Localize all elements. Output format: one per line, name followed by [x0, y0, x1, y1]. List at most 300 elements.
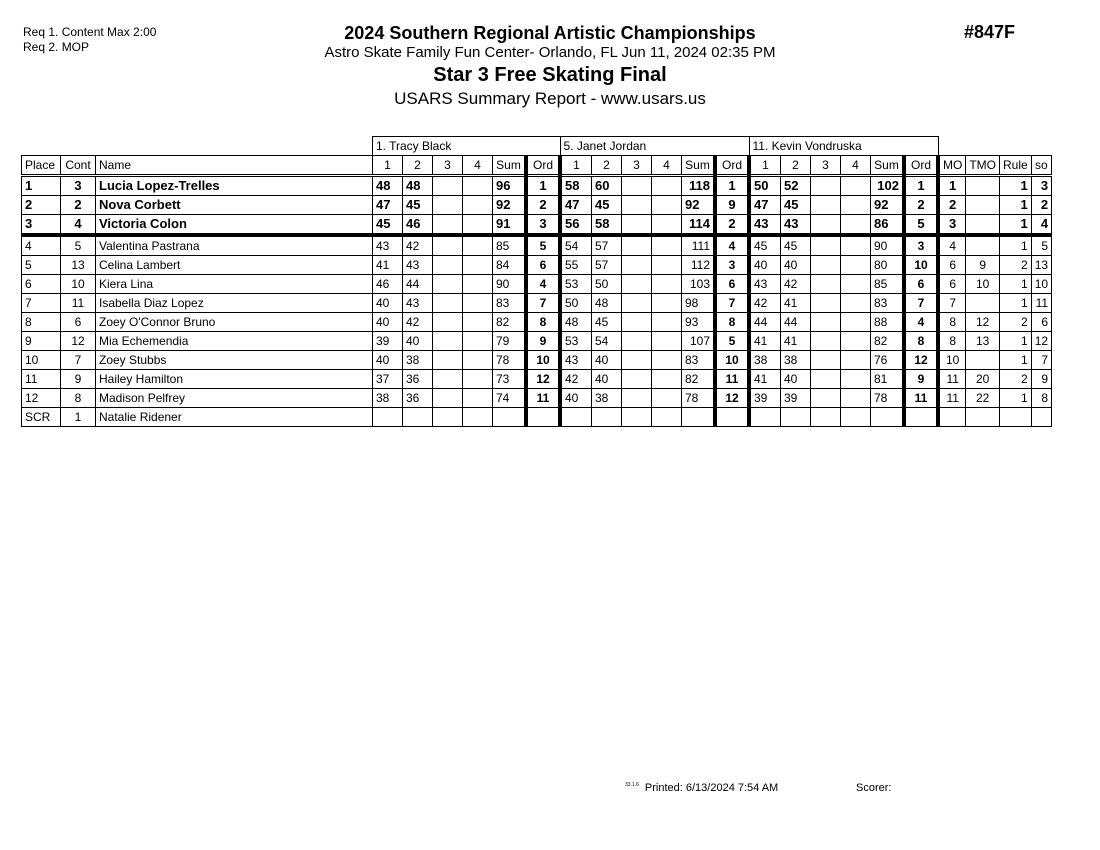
judges-row [22, 137, 1052, 156]
table-row [22, 408, 1052, 427]
judge2-score-3 [622, 275, 652, 294]
skater-name: Zoey O'Connor Bruno [96, 313, 373, 332]
judge3-score-1: 39 [749, 389, 781, 408]
majority-ordinal: 7 [938, 294, 966, 313]
judge3-score-1: 43 [749, 275, 781, 294]
judge3-score-2: 52 [781, 176, 811, 196]
contestant-number: 10 [61, 275, 96, 294]
skate-order: 13 [1031, 256, 1051, 275]
place-cell: 2 [22, 196, 61, 215]
judge1-score-2: 36 [403, 370, 433, 389]
total-majority-ordinal: 9 [966, 256, 1000, 275]
table-row [22, 235, 1052, 256]
judge1-score-2: 46 [403, 215, 433, 236]
judge2-score-4 [652, 408, 682, 427]
judge2-sum: 82 [682, 370, 716, 389]
judge3-sum: 86 [871, 215, 905, 236]
judge2-score-2: 40 [592, 351, 622, 370]
judge1-score-1: 40 [373, 313, 403, 332]
skater-name: Natalie Ridener [96, 408, 373, 427]
table-row [22, 389, 1052, 408]
judge3-sum: 85 [871, 275, 905, 294]
judge3-ordinal [904, 408, 938, 427]
judge2-score-2: 45 [592, 196, 622, 215]
table-row [22, 332, 1052, 351]
column-header-j3-sum: Sum [871, 156, 905, 176]
judge2-sum: 112 [682, 256, 716, 275]
majority-ordinal: 6 [938, 275, 966, 294]
judge1-score-1: 46 [373, 275, 403, 294]
rule: 1 [1000, 389, 1032, 408]
contestant-number: 6 [61, 313, 96, 332]
judge2-ordinal: 12 [715, 389, 749, 408]
skate-order: 4 [1031, 215, 1051, 236]
judge1-score-4 [463, 351, 493, 370]
judge1-score-2: 42 [403, 313, 433, 332]
judge2-score-2: 57 [592, 256, 622, 275]
skater-name: Nova Corbett [96, 196, 373, 215]
total-majority-ordinal: 10 [966, 275, 1000, 294]
judge1-ordinal: 7 [526, 294, 560, 313]
judge1-score-4 [463, 332, 493, 351]
rule: 1 [1000, 332, 1032, 351]
place-cell: 7 [22, 294, 61, 313]
judge2-score-3 [622, 408, 652, 427]
skate-order: 11 [1031, 294, 1051, 313]
judge1-score-4 [463, 313, 493, 332]
majority-ordinal: 4 [938, 235, 966, 256]
judge3-score-4 [841, 351, 871, 370]
total-majority-ordinal: 22 [966, 389, 1000, 408]
judge3-score-3 [811, 235, 841, 256]
judge3-score-4 [841, 370, 871, 389]
place-cell: 3 [22, 215, 61, 236]
judge2-score-3 [622, 351, 652, 370]
judge2-ordinal: 11 [715, 370, 749, 389]
judge2-score-3 [622, 256, 652, 275]
judge1-ordinal: 9 [526, 332, 560, 351]
contestant-number: 3 [61, 176, 96, 196]
judge1-score-1 [373, 408, 403, 427]
judge3-score-2: 42 [781, 275, 811, 294]
judge2-sum: 118 [682, 176, 716, 196]
judge1-score-2: 38 [403, 351, 433, 370]
judge3-ordinal: 12 [904, 351, 938, 370]
column-header-j3-ord: Ord [904, 156, 938, 176]
column-header-j2-2: 2 [592, 156, 622, 176]
judge2-sum: 107 [682, 332, 716, 351]
contestant-number: 11 [61, 294, 96, 313]
rule: 1 [1000, 235, 1032, 256]
judge1-sum: 74 [493, 389, 527, 408]
total-majority-ordinal [966, 294, 1000, 313]
judge2-score-1: 50 [560, 294, 592, 313]
contestant-number: 4 [61, 215, 96, 236]
column-header-j1-2: 2 [403, 156, 433, 176]
judge1-score-3 [433, 256, 463, 275]
table-row [22, 256, 1052, 275]
place-cell: 9 [22, 332, 61, 351]
judge1-score-1: 38 [373, 389, 403, 408]
judge2-score-3 [622, 389, 652, 408]
judge3-score-3 [811, 294, 841, 313]
judge2-score-2: 38 [592, 389, 622, 408]
judge2-score-4 [652, 313, 682, 332]
judge1-score-4 [463, 215, 493, 236]
table-row [22, 215, 1052, 236]
report-code: 33.1.6 [625, 782, 639, 789]
judge2-score-3 [622, 235, 652, 256]
judge1-score-1: 41 [373, 256, 403, 275]
judge1-ordinal: 5 [526, 235, 560, 256]
judge1-ordinal: 10 [526, 351, 560, 370]
majority-ordinal: 10 [938, 351, 966, 370]
judge2-score-4 [652, 176, 682, 196]
judge1-sum: 96 [493, 176, 527, 196]
judge3-score-4 [841, 275, 871, 294]
judge-header-1: 1. Tracy Black [373, 137, 561, 156]
judge3-ordinal: 9 [904, 370, 938, 389]
judge3-score-3 [811, 196, 841, 215]
judge3-sum [871, 408, 905, 427]
judge2-sum: 83 [682, 351, 716, 370]
skater-name: Valentina Pastrana [96, 235, 373, 256]
judge1-score-3 [433, 370, 463, 389]
judge1-score-4 [463, 408, 493, 427]
judge3-score-1: 50 [749, 176, 781, 196]
judge2-score-4 [652, 351, 682, 370]
judge3-score-2: 41 [781, 294, 811, 313]
judge2-ordinal: 8 [715, 313, 749, 332]
judge2-sum: 78 [682, 389, 716, 408]
venue-date: Astro Skate Family Fun Center- Orlando, FL Jun 11, 2024 02:35 PM [324, 44, 776, 61]
column-header-place: Place [22, 156, 61, 176]
skater-name: Hailey Hamilton [96, 370, 373, 389]
skate-order [1031, 408, 1051, 427]
judge1-score-2: 36 [403, 389, 433, 408]
judge1-ordinal: 6 [526, 256, 560, 275]
report-header [280, 22, 820, 110]
judge3-score-3 [811, 389, 841, 408]
contestant-number: 9 [61, 370, 96, 389]
judge3-score-1: 44 [749, 313, 781, 332]
judge3-sum: 80 [871, 256, 905, 275]
judge1-score-1: 37 [373, 370, 403, 389]
judge3-score-3 [811, 408, 841, 427]
rule: 1 [1000, 351, 1032, 370]
event-number: #847F [964, 22, 1016, 42]
judge1-score-4 [463, 370, 493, 389]
judge1-ordinal [526, 408, 560, 427]
column-header-j1-1: 1 [373, 156, 403, 176]
requirement-2: Req 2. MOP [23, 40, 90, 54]
judge1-score-2: 48 [403, 176, 433, 196]
judge3-score-4 [841, 313, 871, 332]
judge2-score-2 [592, 408, 622, 427]
judge2-ordinal: 10 [715, 351, 749, 370]
judge2-ordinal: 1 [715, 176, 749, 196]
judge3-score-4 [841, 408, 871, 427]
judge1-score-2: 45 [403, 196, 433, 215]
judge1-score-2: 43 [403, 294, 433, 313]
total-majority-ordinal: 12 [966, 313, 1000, 332]
judge1-score-2: 42 [403, 235, 433, 256]
place-cell: 11 [22, 370, 61, 389]
place-cell: SCR [22, 408, 61, 427]
judge2-ordinal: 6 [715, 275, 749, 294]
judge1-score-3 [433, 313, 463, 332]
judge3-score-1: 41 [749, 370, 781, 389]
column-header-j3-3: 3 [811, 156, 841, 176]
judge3-score-4 [841, 196, 871, 215]
rule [1000, 408, 1032, 427]
judge3-ordinal: 3 [904, 235, 938, 256]
judge2-score-1: 56 [560, 215, 592, 236]
judge2-score-1: 43 [560, 351, 592, 370]
judge1-score-3 [433, 235, 463, 256]
judge1-score-4 [463, 294, 493, 313]
table-row [22, 313, 1052, 332]
judge3-score-3 [811, 370, 841, 389]
judge3-score-1: 41 [749, 332, 781, 351]
judge3-score-4 [841, 215, 871, 236]
judge1-score-2 [403, 408, 433, 427]
judge2-score-3 [622, 332, 652, 351]
total-majority-ordinal [966, 196, 1000, 215]
judge2-score-4 [652, 332, 682, 351]
judge2-score-2: 50 [592, 275, 622, 294]
skate-order: 9 [1031, 370, 1051, 389]
judge3-sum: 83 [871, 294, 905, 313]
judge2-sum: 92 [682, 196, 716, 215]
judge3-score-1: 40 [749, 256, 781, 275]
judge2-score-3 [622, 370, 652, 389]
judge2-score-1: 53 [560, 275, 592, 294]
championship-title: 2024 Southern Regional Artistic Championships [344, 23, 756, 43]
majority-ordinal [938, 408, 966, 427]
skate-order: 10 [1031, 275, 1051, 294]
table-row [22, 196, 1052, 215]
judge1-score-2: 44 [403, 275, 433, 294]
contestant-number: 1 [61, 408, 96, 427]
judge2-score-2: 48 [592, 294, 622, 313]
judge1-score-2: 40 [403, 332, 433, 351]
judge2-score-4 [652, 294, 682, 313]
skater-name: Kiera Lina [96, 275, 373, 294]
judge3-ordinal: 1 [904, 176, 938, 196]
judge3-sum: 76 [871, 351, 905, 370]
judge3-score-4 [841, 256, 871, 275]
judge1-score-1: 47 [373, 196, 403, 215]
judge3-score-1 [749, 408, 781, 427]
judge3-score-4 [841, 176, 871, 196]
rule: 1 [1000, 294, 1032, 313]
spacer [22, 137, 373, 156]
judge3-ordinal: 11 [904, 389, 938, 408]
rule: 1 [1000, 196, 1032, 215]
judge2-score-1: 53 [560, 332, 592, 351]
judge3-ordinal: 6 [904, 275, 938, 294]
judge3-sum: 102 [871, 176, 905, 196]
judge1-score-1: 39 [373, 332, 403, 351]
judge-header-3: 11. Kevin Vondruska [749, 137, 938, 156]
judge3-score-2: 39 [781, 389, 811, 408]
judge3-sum: 90 [871, 235, 905, 256]
judge1-ordinal: 12 [526, 370, 560, 389]
total-majority-ordinal [966, 408, 1000, 427]
judge2-score-3 [622, 294, 652, 313]
judge1-score-3 [433, 215, 463, 236]
skater-name: Mia Echemendia [96, 332, 373, 351]
judge3-score-2: 41 [781, 332, 811, 351]
total-majority-ordinal [966, 176, 1000, 196]
judge2-score-3 [622, 313, 652, 332]
judge2-score-3 [622, 215, 652, 236]
judge3-score-4 [841, 235, 871, 256]
place-cell: 5 [22, 256, 61, 275]
judge1-score-3 [433, 196, 463, 215]
report-subtitle: USARS Summary Report - www.usars.us [394, 89, 706, 108]
column-header-j2-1: 1 [560, 156, 592, 176]
rule: 2 [1000, 370, 1032, 389]
column-header-j2-sum: Sum [682, 156, 716, 176]
majority-ordinal: 3 [938, 215, 966, 236]
judge2-sum: 98 [682, 294, 716, 313]
majority-ordinal: 1 [938, 176, 966, 196]
judge2-score-1: 55 [560, 256, 592, 275]
printed-info [625, 782, 778, 794]
place-cell: 6 [22, 275, 61, 294]
column-header-j2-3: 3 [622, 156, 652, 176]
skate-order: 12 [1031, 332, 1051, 351]
judge2-score-1: 42 [560, 370, 592, 389]
judge1-score-4 [463, 196, 493, 215]
judge1-score-1: 40 [373, 351, 403, 370]
judge3-score-3 [811, 256, 841, 275]
judge3-score-3 [811, 275, 841, 294]
column-header-j2-4: 4 [652, 156, 682, 176]
contestant-number: 5 [61, 235, 96, 256]
judge2-score-1 [560, 408, 592, 427]
judge3-ordinal: 4 [904, 313, 938, 332]
contestant-number: 2 [61, 196, 96, 215]
skater-name: Isabella Diaz Lopez [96, 294, 373, 313]
scorer-label: Scorer: [856, 782, 892, 794]
column-header-so: so [1031, 156, 1051, 176]
judge3-score-3 [811, 351, 841, 370]
judge3-score-2: 45 [781, 196, 811, 215]
skate-order: 2 [1031, 196, 1051, 215]
judge1-score-3 [433, 176, 463, 196]
judge1-sum: 92 [493, 196, 527, 215]
judge3-score-2: 40 [781, 256, 811, 275]
judge1-score-3 [433, 408, 463, 427]
judge2-score-1: 54 [560, 235, 592, 256]
rule: 2 [1000, 313, 1032, 332]
judge3-sum: 82 [871, 332, 905, 351]
judge1-score-1: 45 [373, 215, 403, 236]
judge3-score-2: 45 [781, 235, 811, 256]
judge2-ordinal: 2 [715, 215, 749, 236]
rule: 1 [1000, 275, 1032, 294]
judge1-sum [493, 408, 527, 427]
judge2-ordinal: 7 [715, 294, 749, 313]
total-majority-ordinal [966, 235, 1000, 256]
judge2-ordinal: 5 [715, 332, 749, 351]
skate-order: 7 [1031, 351, 1051, 370]
column-header-j1-3: 3 [433, 156, 463, 176]
table-row [22, 351, 1052, 370]
majority-ordinal: 8 [938, 332, 966, 351]
judge3-score-4 [841, 332, 871, 351]
judge3-sum: 81 [871, 370, 905, 389]
judge2-score-2: 57 [592, 235, 622, 256]
judge2-ordinal: 4 [715, 235, 749, 256]
judge1-sum: 73 [493, 370, 527, 389]
majority-ordinal: 2 [938, 196, 966, 215]
majority-ordinal: 11 [938, 370, 966, 389]
rule: 2 [1000, 256, 1032, 275]
table-row [22, 370, 1052, 389]
judge3-score-1: 43 [749, 215, 781, 236]
judge-header-2: 5. Janet Jordan [560, 137, 749, 156]
judge1-ordinal: 8 [526, 313, 560, 332]
judge1-score-4 [463, 176, 493, 196]
judge3-score-3 [811, 332, 841, 351]
judge2-score-1: 40 [560, 389, 592, 408]
judge2-score-3 [622, 196, 652, 215]
requirement-1: Req 1. Content Max 2:00 [23, 25, 157, 39]
judge3-score-1: 47 [749, 196, 781, 215]
judge2-score-2: 58 [592, 215, 622, 236]
judge3-score-1: 42 [749, 294, 781, 313]
judge3-ordinal: 5 [904, 215, 938, 236]
judge3-score-2: 43 [781, 215, 811, 236]
judge3-sum: 78 [871, 389, 905, 408]
judge1-score-4 [463, 275, 493, 294]
judge1-score-4 [463, 389, 493, 408]
judge2-sum [682, 408, 716, 427]
judge1-score-1: 43 [373, 235, 403, 256]
judge2-score-4 [652, 275, 682, 294]
judge3-score-1: 45 [749, 235, 781, 256]
judge3-score-2: 40 [781, 370, 811, 389]
judge2-score-3 [622, 176, 652, 196]
column-header-j3-2: 2 [781, 156, 811, 176]
total-majority-ordinal [966, 215, 1000, 236]
place-cell: 1 [22, 176, 61, 196]
judge1-score-1: 40 [373, 294, 403, 313]
total-majority-ordinal: 13 [966, 332, 1000, 351]
judge2-score-1: 47 [560, 196, 592, 215]
contestant-number: 13 [61, 256, 96, 275]
spacer [938, 137, 1052, 156]
column-header-rule: Rule [1000, 156, 1032, 176]
judge3-ordinal: 2 [904, 196, 938, 215]
total-majority-ordinal [966, 351, 1000, 370]
column-header-j3-4: 4 [841, 156, 871, 176]
judge1-score-2: 43 [403, 256, 433, 275]
column-header-tmo: TMO [966, 156, 1000, 176]
judge3-score-2: 38 [781, 351, 811, 370]
majority-ordinal: 6 [938, 256, 966, 275]
judge3-score-1: 38 [749, 351, 781, 370]
judge2-score-4 [652, 389, 682, 408]
judge2-score-4 [652, 196, 682, 215]
judge3-score-3 [811, 176, 841, 196]
judge1-ordinal: 2 [526, 196, 560, 215]
judge2-score-2: 60 [592, 176, 622, 196]
